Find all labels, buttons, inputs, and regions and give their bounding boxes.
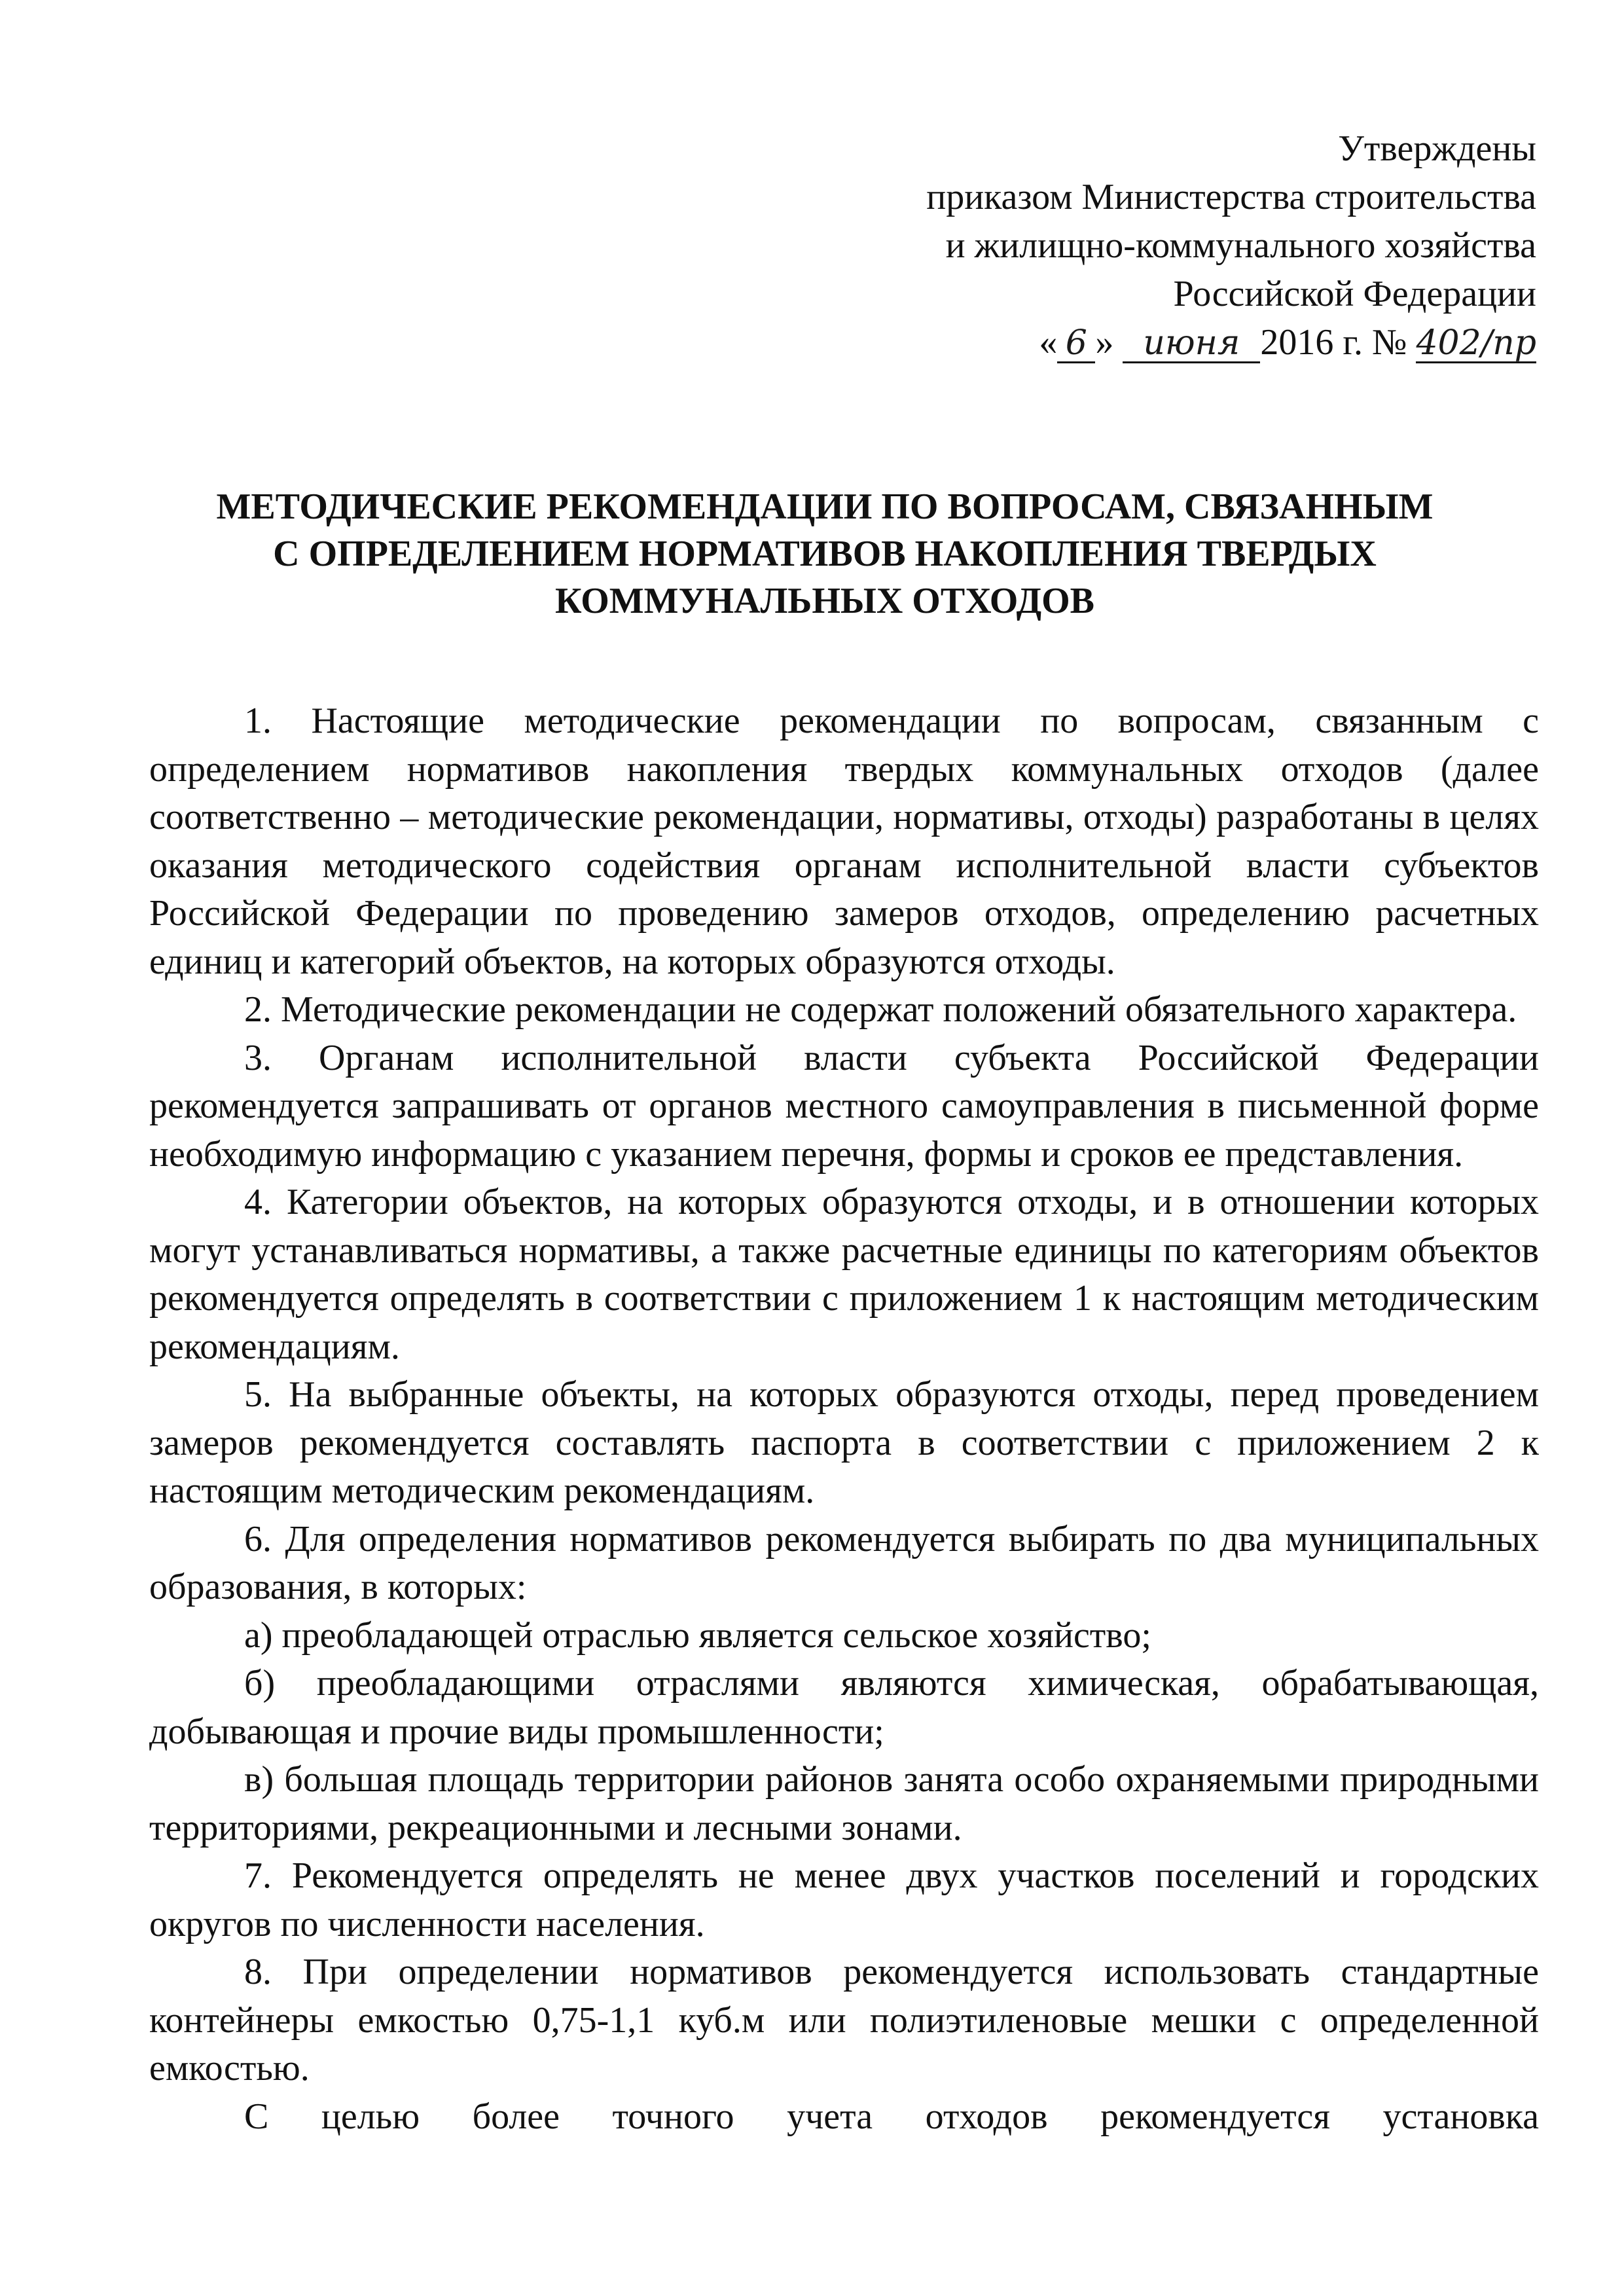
title-line-1: МЕТОДИЧЕСКИЕ РЕКОМЕНДАЦИИ ПО ВОПРОСАМ, СВЯЗАННЫМ	[216, 486, 1434, 527]
approval-line-4: Российской Федерации	[1173, 274, 1536, 314]
document-title	[196, 483, 1453, 625]
document-body	[149, 697, 1539, 2141]
paragraph-8-continued: С целью более точного учета отходов рекомендуется установка	[244, 2096, 1539, 2137]
approval-stamp-block	[751, 124, 1536, 367]
paragraph-8: 8. При определении нормативов рекомендуется использовать стандартные контейнеры емкостью 0,75-1,1 куб.м или полиэтиленовые мешки с определенной емкостью.	[149, 1952, 1539, 2088]
paragraph-6a: а) преобладающей отраслью является сельское хозяйство;	[244, 1614, 1151, 1656]
paragraph-2: 2. Методические рекомендации не содержат положений обязательного характера.	[244, 989, 1517, 1030]
paragraph-4: 4. Категории объектов, на которых образуются отходы, и в отношении которых могут устанавливаться нормативы, а также расчетные единицы по категориям объектов рекомендуется определять в соответствии с приложением 1 к настоящим методическим рекомендациям.	[149, 1182, 1539, 1367]
date-year: 2016 г. №	[1260, 322, 1407, 363]
date-open-quote: «	[1039, 322, 1058, 363]
paragraph-6b: б) преобладающими отраслями являются химическая, обрабатывающая, добывающая и прочие виды промышленности;	[149, 1663, 1539, 1752]
handwritten-order-number: 402/пр	[1416, 323, 1536, 363]
title-line-3: КОММУНАЛЬНЫХ ОТХОДОВ	[554, 581, 1095, 621]
paragraph-7: 7. Рекомендуется определять не менее двух участков поселений и городских округов по численности населения.	[149, 1855, 1539, 1944]
approval-line-2: приказом Министерства строительства	[926, 177, 1536, 217]
title-line-2: С ОПРЕДЕЛЕНИЕМ НОРМАТИВОВ НАКОПЛЕНИЯ ТВЕРДЫХ	[273, 534, 1377, 574]
paragraph-6c: в) большая площадь территории районов занята особо охраняемыми природными территориями, рекреационными и лесными зонами.	[149, 1759, 1539, 1848]
paragraph-6: 6. Для определения нормативов рекомендуется выбирать по два муниципальных образования, в которых:	[149, 1518, 1539, 1607]
handwritten-day: 6	[1057, 325, 1095, 363]
approval-line-1: Утверждены	[1338, 128, 1536, 169]
paragraph-3: 3. Органам исполнительной власти субъекта Российской Федерации рекомендуется запрашивать от органов местного самоуправления в письменной форме необходимую информацию с указанием перечня, формы и сроков ее представления.	[149, 1037, 1539, 1175]
approval-date-line	[751, 318, 1536, 367]
approval-line-3: и жилищно-коммунального хозяйства	[945, 225, 1536, 266]
paragraph-1: 1. Настоящие методические рекомендации по вопросам, связанным с определением нормативов накопления твердых коммунальных отходов (далее соответственно – методические рекомендации, нормативы, отходы) разработаны в целях оказания методического содействия органам исполнительной власти субъектов Российской Федерации по проведению замеров отходов, определению расчетных единиц и категорий объектов, на которых образуются отходы.	[149, 701, 1539, 982]
date-close-quote: »	[1095, 322, 1114, 363]
paragraph-5: 5. На выбранные объекты, на которых образуются отходы, перед проведением замеров рекомендуется составлять паспорта в соответствии с приложением 2 к настоящим методическим рекомендациям.	[149, 1374, 1539, 1511]
handwritten-month: июня	[1123, 325, 1260, 363]
